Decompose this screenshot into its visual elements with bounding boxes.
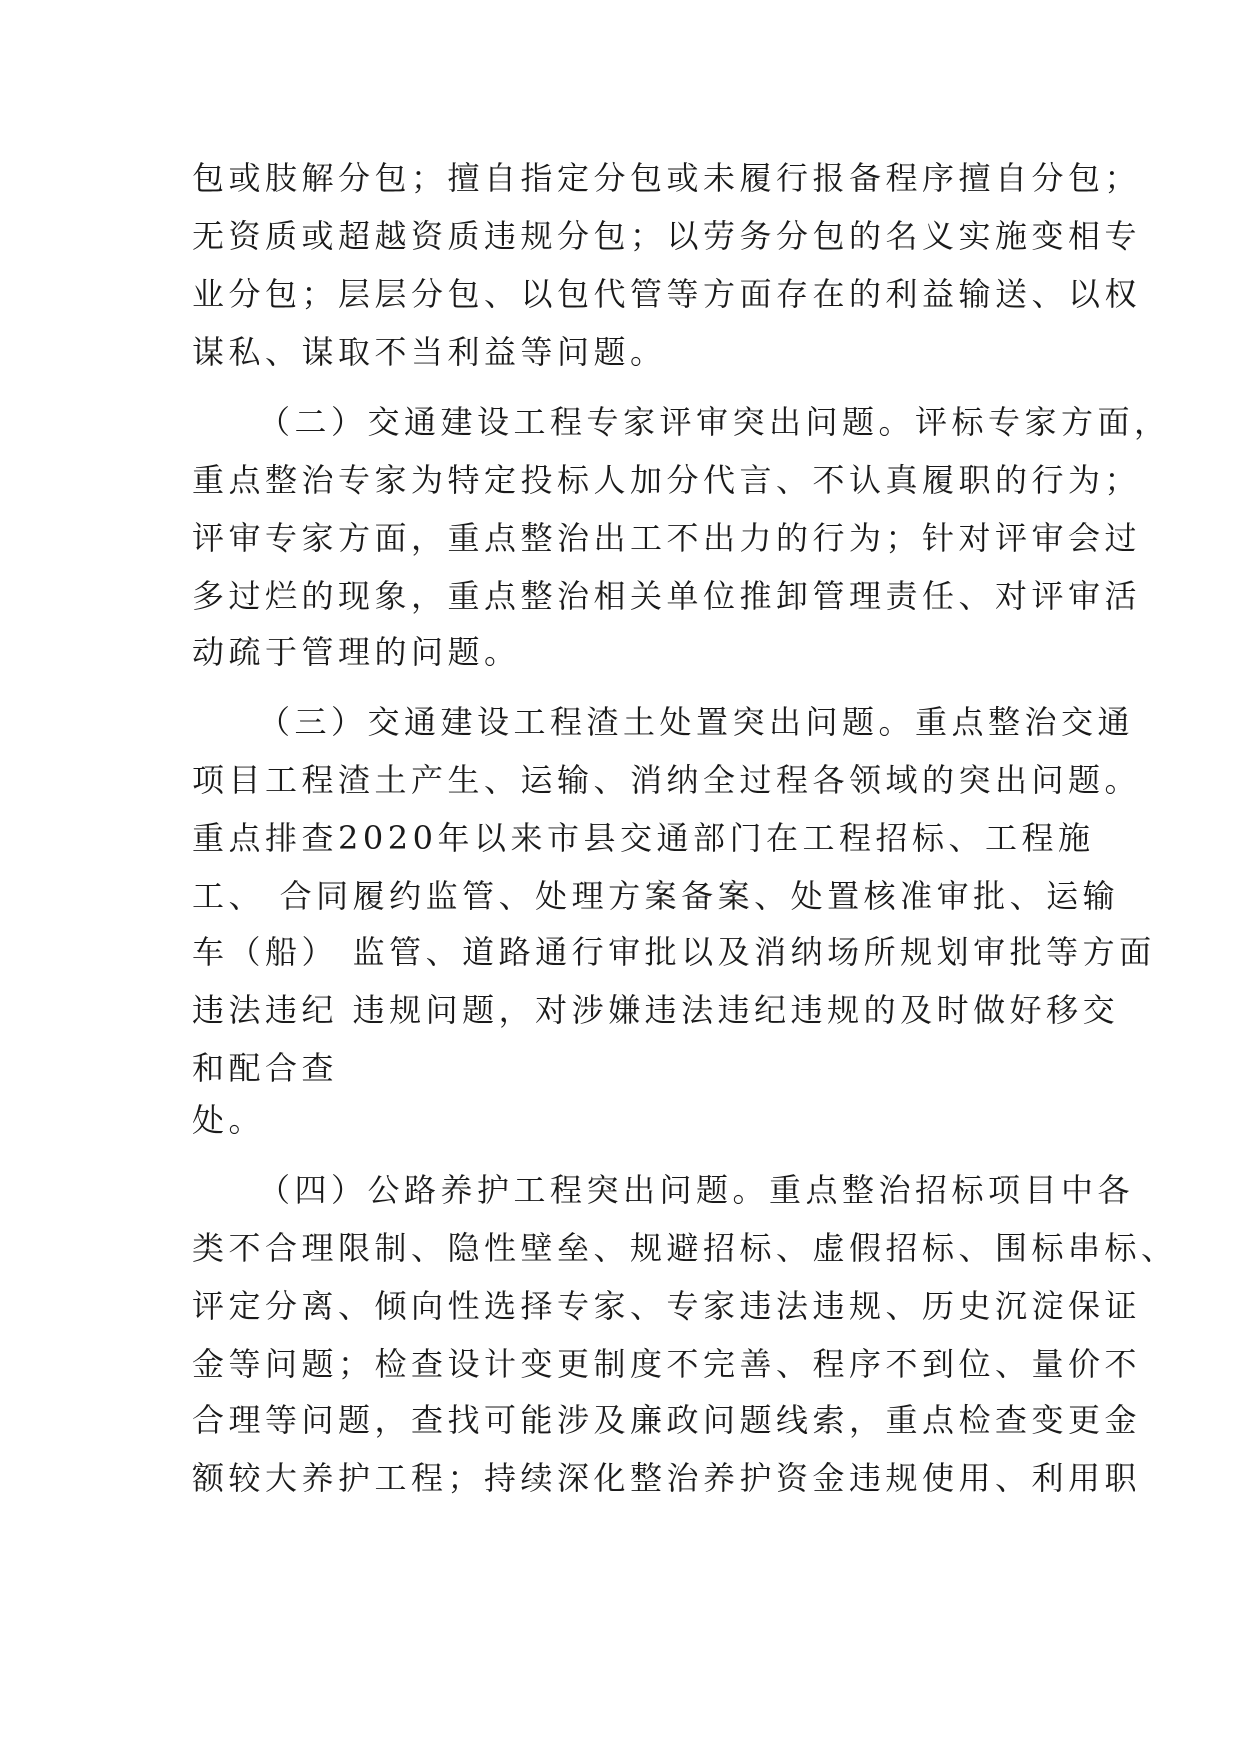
text-line: 包或肢解分包；擅自指定分包或未履行报备程序擅自分包； <box>192 159 1142 197</box>
paragraph-heading-4: （四）公路养护工程突出问题。重点整治招标项目中各 <box>258 1171 1135 1209</box>
text-line: 金等问题；检查设计变更制度不完善、程序不到位、量价不 <box>192 1345 1142 1383</box>
text-line: 动疏于管理的问题。 <box>192 633 521 671</box>
text-line: 和配合查 <box>192 1049 339 1087</box>
text-line: 谋私、谋取不当利益等问题。 <box>192 333 667 371</box>
text-line: 多过烂的现象，重点整治相关单位推卸管理责任、对评审活 <box>192 577 1142 615</box>
text-line: 处。 <box>192 1101 266 1139</box>
text-line: 评定分离、倾向性选择专家、专家违法违规、历史沉淀保证 <box>192 1287 1142 1325</box>
paragraph-heading-3: （三）交通建设工程渣土处置突出问题。重点整治交通 <box>258 703 1135 741</box>
text-line: 项目工程渣土产生、运输、消纳全过程各领域的突出问题。 <box>192 761 1142 799</box>
text-line: 额较大养护工程；持续深化整治养护资金违规使用、利用职 <box>192 1459 1142 1497</box>
text-line: 合理等问题，查找可能涉及廉政问题线索，重点检查变更金 <box>192 1401 1142 1439</box>
text-line: 工、 合同履约监管、处理方案备案、处置核准审批、运输 <box>192 877 1120 915</box>
text-line: 车（船） 监管、道路通行审批以及消纳场所规划审批等方面 <box>192 933 1156 971</box>
text-line: 重点整治专家为特定投标人加分代言、不认真履职的行为； <box>192 461 1142 499</box>
text-line: 违法违纪 违规问题，对涉嫌违法违纪违规的及时做好移交 <box>192 991 1120 1029</box>
text-line: 无资质或超越资质违规分包；以劳务分包的名义实施变相专 <box>192 217 1142 255</box>
paragraph-heading-2: （二）交通建设工程专家评审突出问题。评标专家方面， <box>258 403 1171 441</box>
text-line: 类不合理限制、隐性壁垒、规避招标、虚假招标、围标串标、 <box>192 1229 1178 1267</box>
text-line: 重点排查2020年以来市县交通部门在工程招标、工程施 <box>192 819 1095 857</box>
text-line: 评审专家方面，重点整治出工不出力的行为；针对评审会过 <box>192 519 1142 557</box>
text-line: 业分包；层层分包、以包代管等方面存在的利益输送、以权 <box>192 275 1142 313</box>
